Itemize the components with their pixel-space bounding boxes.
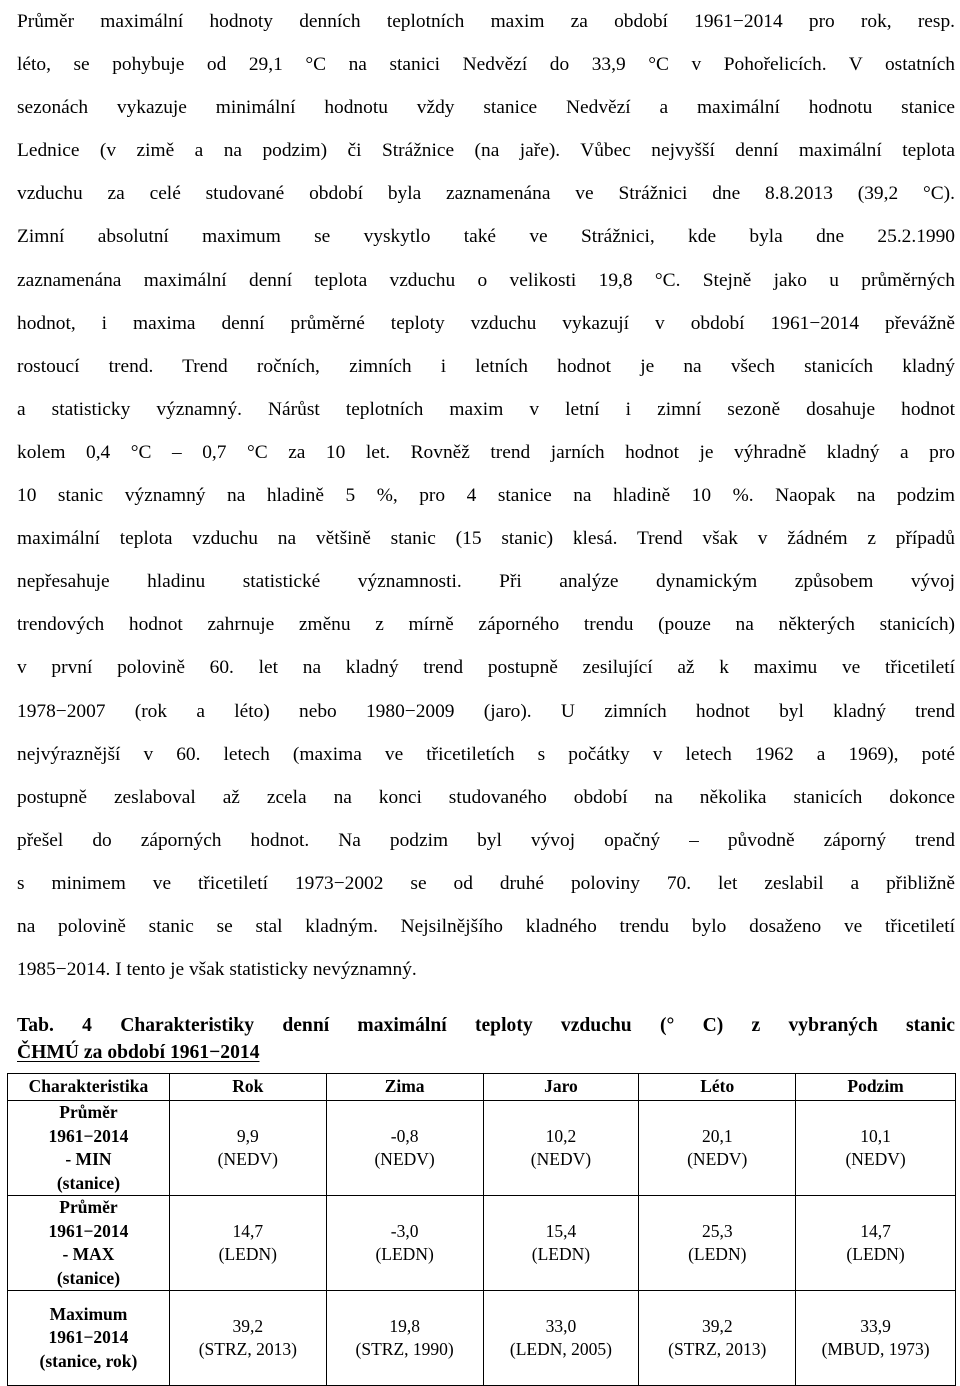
cell-station: (STRZ, 2013) xyxy=(668,1339,767,1359)
table-cell xyxy=(639,1196,796,1291)
caption-line-1: Tab. 4 Charakteristiky denní maximální teploty vzduchu (° C) z vybraných stanic xyxy=(17,1015,955,1036)
cell-station: (LEDN) xyxy=(218,1244,277,1264)
paragraph-line: s minimem ve třicetiletí 1973−2002 se od druhé poloviny 70. let zeslabil a přibližně xyxy=(17,872,955,894)
paragraph-line: zaznamenána maximální denní teplota vzduchu o velikosti 19,8 °C. Stejně jako u průměrných xyxy=(17,269,955,291)
paragraph-line: 1978−2007 (rok a léto) nebo 1980−2009 (jaro). U zimních hodnot byl kladný trend xyxy=(17,700,955,722)
cell-station: (LEDN) xyxy=(375,1244,434,1264)
header-spring: Jaro xyxy=(483,1074,639,1101)
row-label xyxy=(8,1291,170,1386)
cell-value: 33,9 xyxy=(860,1315,891,1336)
table-row xyxy=(8,1101,956,1196)
cell-station: (LEDN) xyxy=(531,1244,591,1264)
cell-station: (NEDV) xyxy=(217,1149,278,1169)
paragraph-line: hodnot, i maxima denní průměrné teploty vzduchu vykazují v období 1961−2014 převážně xyxy=(17,312,955,334)
row-label-line: (stanice) xyxy=(56,1172,121,1193)
row-label-line: Průměr xyxy=(59,1102,118,1122)
cell-station: (STRZ, 2013) xyxy=(198,1339,297,1359)
body-paragraph xyxy=(17,0,955,991)
header-year: Rok xyxy=(169,1074,326,1101)
paragraph-line: v první polovině 60. let na kladný trend postupně zesilující až k maximu ve třicetiletí xyxy=(17,657,955,679)
cell-station: (LEDN, 2005) xyxy=(509,1339,612,1359)
row-label xyxy=(8,1101,170,1196)
table-caption xyxy=(17,1012,955,1066)
table-cell xyxy=(326,1101,483,1196)
cell-value: 20,1 xyxy=(701,1125,733,1146)
caption-line-2: ČHMÚ za období 1961−2014 xyxy=(17,1042,260,1063)
table-cell xyxy=(483,1101,639,1196)
row-label-line: - MAX xyxy=(62,1244,115,1264)
row-label-line: Maximum xyxy=(49,1303,128,1324)
table-cell xyxy=(169,1291,326,1386)
paragraph-line: a statisticky významný. Nárůst teplotních maxim v letní i zimní sezoně dosahuje hodnot xyxy=(17,398,955,420)
cell-station: (STRZ, 1990) xyxy=(355,1339,454,1359)
paragraph-line: Průměr maximální hodnoty denních teplotních maxim za období 1961−2014 pro rok, resp. xyxy=(17,11,955,32)
cell-station: (NEDV) xyxy=(687,1149,748,1169)
cell-station: (MBUD, 1973) xyxy=(821,1339,930,1359)
cell-value: 39,2 xyxy=(232,1315,264,1336)
header-summer: Léto xyxy=(639,1074,796,1101)
row-label-line: 1961−2014 xyxy=(48,1125,129,1146)
table-header-row xyxy=(8,1074,956,1101)
paragraph-line: přešel do záporných hodnot. Na podzim byl vývoj opačný – původně záporný trend xyxy=(17,829,955,851)
paragraph-line: postupně zeslaboval až zcela na konci studovaného období na několika stanicích dokonce xyxy=(17,786,955,808)
row-label-line: (stanice) xyxy=(56,1267,121,1288)
table-row xyxy=(8,1291,956,1386)
paragraph-line: kolem 0,4 °C – 0,7 °C za 10 let. Rovněž trend jarních hodnot je výhradně kladný a pro xyxy=(17,441,955,463)
table-cell xyxy=(326,1196,483,1291)
table-cell xyxy=(639,1101,796,1196)
paragraph-line: na polovině stanic se stal kladným. Nejsilnějšího kladného trendu bylo dosaženo ve třicetiletí xyxy=(17,915,955,937)
paragraph-line: léto, se pohybuje od 29,1 °C na stanici Nedvězí do 33,9 °C v Pohořelicích. V ostatních xyxy=(17,54,955,76)
table-row xyxy=(8,1196,956,1291)
table-cell xyxy=(169,1196,326,1291)
row-label-line: Průměr xyxy=(59,1197,118,1217)
row-label-line: 1961−2014 xyxy=(48,1327,129,1348)
row-label-line: (stanice, rok) xyxy=(39,1350,138,1371)
cell-value: 15,4 xyxy=(545,1220,577,1241)
cell-station: (NEDV) xyxy=(374,1149,435,1169)
cell-value: 25,3 xyxy=(701,1220,733,1241)
paragraph-line: Zimní absolutní maximum se vyskytlo také ve Strážnici, kde byla dne 25.2.1990 xyxy=(17,226,955,248)
header-autumn: Podzim xyxy=(796,1074,956,1101)
cell-station: (LEDN) xyxy=(846,1244,905,1264)
paragraph-line: maximální teplota vzduchu na většině stanic (15 stanic) klesá. Trend však v žádném z případů xyxy=(17,528,955,550)
row-label-line: 1961−2014 xyxy=(48,1220,129,1241)
paragraph-line: Lednice (v zimě a na podzim) či Strážnice (na jaře). Vůbec nejvyšší denní maximální teplota xyxy=(17,140,955,162)
cell-value: 14,7 xyxy=(860,1220,891,1241)
cell-value: -3,0 xyxy=(390,1220,419,1241)
table-cell xyxy=(326,1291,483,1386)
table-cell xyxy=(796,1291,956,1386)
table-cell xyxy=(169,1101,326,1196)
cell-value: 14,7 xyxy=(232,1220,264,1241)
paragraph-line: 10 stanic významný na hladině 5 %, pro 4 stanice na hladině 10 %. Naopak na podzim xyxy=(17,485,955,507)
paragraph-line: trendových hodnot zahrnuje změnu z mírně záporného trendu (pouze na některých stanicích) xyxy=(17,614,955,636)
paragraph-line: 1985−2014. I tento je však statisticky nevýznamný. xyxy=(17,959,417,981)
cell-value: 9,9 xyxy=(236,1125,259,1146)
cell-value: 10,2 xyxy=(545,1125,577,1146)
cell-value: 10,1 xyxy=(860,1125,891,1146)
paragraph-line: sezonách vykazuje minimální hodnotu vždy stanice Nedvězí a maximální hodnotu stanice xyxy=(17,97,955,119)
cell-value: 33,0 xyxy=(545,1315,577,1336)
paragraph-line: nepřesahuje hladinu statistické významnosti. Při analýze dynamickým způsobem vývoj xyxy=(17,571,955,593)
table-cell xyxy=(796,1196,956,1291)
cell-station: (NEDV) xyxy=(845,1149,906,1169)
cell-value: 39,2 xyxy=(701,1315,733,1336)
header-winter: Zima xyxy=(326,1074,483,1101)
table-cell xyxy=(796,1101,956,1196)
table-cell xyxy=(483,1196,639,1291)
cell-value: -0,8 xyxy=(390,1125,419,1146)
cell-value: 19,8 xyxy=(389,1315,420,1336)
row-label xyxy=(8,1196,170,1291)
paragraph-line: nejvýraznější v 60. letech (maxima ve třicetiletích s počátky v letech 1962 a 1969), poté xyxy=(17,743,955,765)
cell-station: (LEDN) xyxy=(688,1244,747,1264)
characteristics-table xyxy=(7,1073,956,1386)
table-cell xyxy=(639,1291,796,1386)
cell-station: (NEDV) xyxy=(530,1149,592,1169)
paragraph-line: rostoucí trend. Trend ročních, zimních i letních hodnot je na všech stanicích kladný xyxy=(17,355,955,377)
table-cell xyxy=(483,1291,639,1386)
row-label-line: - MIN xyxy=(65,1149,112,1169)
paragraph-line: vzduchu za celé studované období byla zaznamenána ve Strážnici dne 8.8.2013 (39,2 °C). xyxy=(17,183,955,205)
header-characteristic: Charakteristika xyxy=(8,1074,170,1101)
